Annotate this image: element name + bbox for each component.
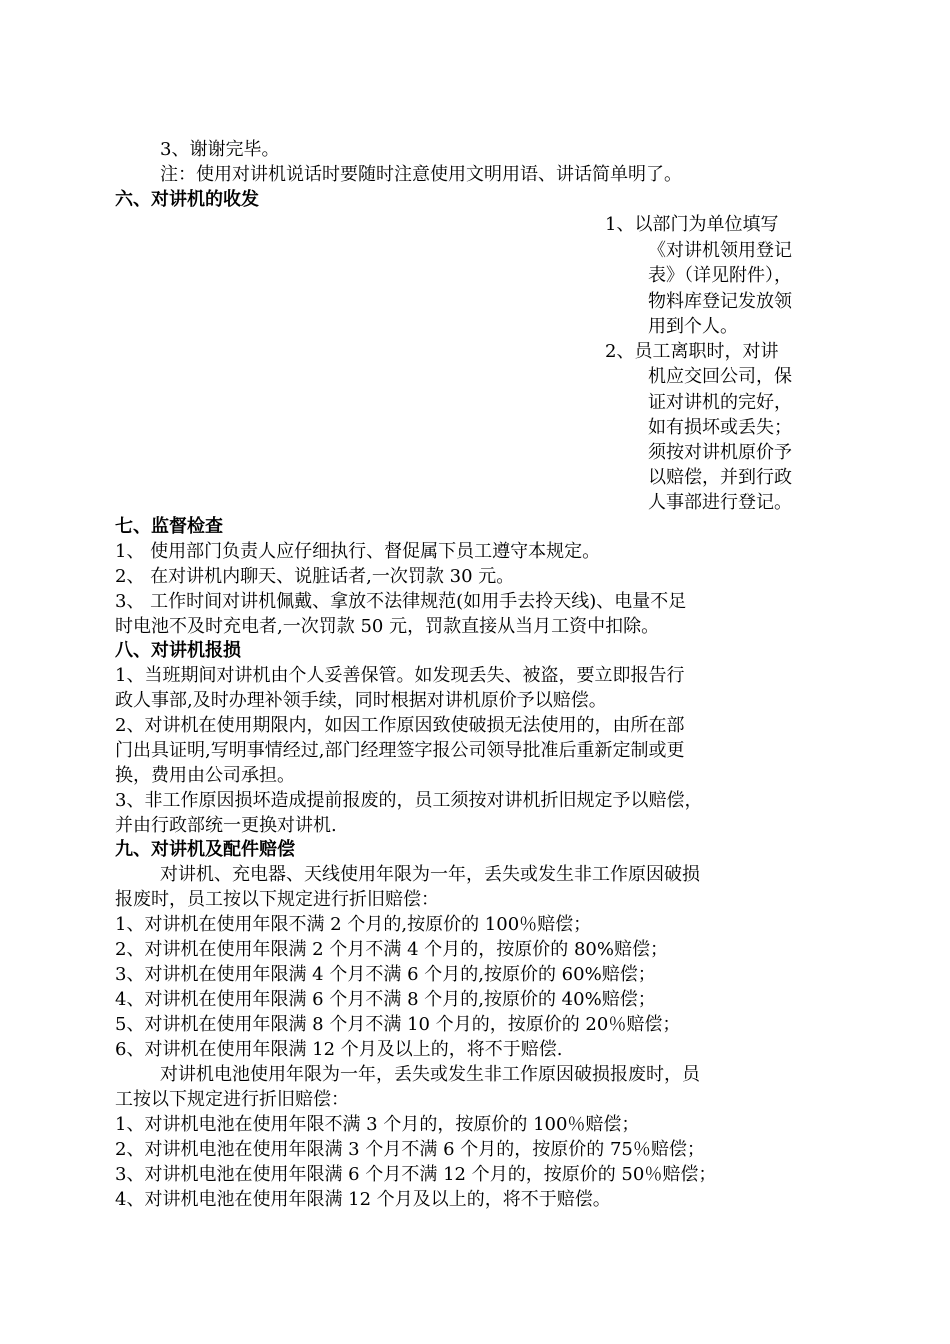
sec6-item2-line2: 机应交回公司，保 — [648, 366, 792, 387]
sec8-line5: 换，费用由公司承担。 — [115, 765, 295, 786]
sec9-list1-item6: 6、对讲机在使用年限满 12 个月及以上的，将不于赔偿. — [115, 1039, 563, 1060]
sec8-line2: 政人事部,及时办理补领手续，同时根据对讲机原价予以赔偿。 — [115, 690, 607, 711]
section-6-heading: 六、对讲机的收发 — [115, 189, 259, 210]
sec6-item1-line2: 《对讲机领用登记 — [648, 240, 792, 261]
sec9-para1-line2: 报废时，员工按以下规定进行折旧赔偿： — [115, 889, 439, 910]
sec9-list1-item5: 5、对讲机在使用年限满 8 个月不满 10 个月的，按原价的 20％赔偿； — [115, 1014, 681, 1035]
intro-item-3: 3、谢谢完毕。 — [160, 139, 280, 160]
sec6-item2-line7: 人事部进行登记。 — [648, 492, 792, 513]
sec7-line3: 3、 工作时间对讲机佩戴、拿放不法律规范(如用手去拎天线)、电量不足 — [115, 591, 687, 612]
sec6-item2-line5: 须按对讲机原价予 — [648, 442, 792, 463]
sec8-line6: 3、非工作原因损坏造成提前报废的，员工须按对讲机折旧规定予以赔偿， — [115, 790, 703, 811]
sec9-para2-line2: 工按以下规定进行折旧赔偿： — [115, 1089, 349, 1110]
sec9-list2-item1: 1、对讲机电池在使用年限不满 3 个月的，按原价的 100％赔偿； — [115, 1114, 640, 1135]
sec8-line4: 门出具证明,写明事情经过,部门经理签字报公司领导批准后重新定制或更 — [115, 740, 685, 761]
section-7-heading: 七、监督检查 — [115, 516, 223, 537]
sec7-line4: 时电池不及时充电者,一次罚款 50 元，罚款直接从当月工资中扣除。 — [115, 616, 660, 637]
sec7-line1: 1、 使用部门负责人应仔细执行、督促属下员工遵守本规定。 — [115, 541, 601, 562]
sec9-para1-line1: 对讲机、充电器、天线使用年限为一年，丢失或发生非工作原因破损 — [160, 864, 700, 885]
sec9-list2-item2: 2、对讲机电池在使用年限满 3 个月不满 6 个月的，按原价的 75％赔偿； — [115, 1139, 705, 1160]
sec6-item2-line3: 证对讲机的完好， — [648, 392, 792, 413]
sec7-line2: 2、 在对讲机内聊天、说脏话者,一次罚款 30 元。 — [115, 566, 515, 587]
intro-note: 注：使用对讲机说话时要随时注意使用文明用语、讲话简单明了。 — [160, 164, 682, 185]
sec9-list2-item4: 4、对讲机电池在使用年限满 12 个月及以上的，将不于赔偿。 — [115, 1189, 611, 1210]
sec6-item1-line3: 表》（详见附件）， — [648, 265, 792, 286]
sec9-list1-item2: 2、对讲机在使用年限满 2 个月不满 4 个月的，按原价的 80%赔偿； — [115, 939, 668, 960]
sec6-item1-line5: 用到个人。 — [648, 316, 738, 337]
sec6-item2-line1: 2、员工离职时，对讲 — [605, 341, 779, 362]
section-8-heading: 八、对讲机报损 — [115, 640, 241, 661]
section-9-heading: 九、对讲机及配件赔偿 — [115, 839, 295, 860]
sec8-line1: 1、当班期间对讲机由个人妥善保管。如发现丢失、被盗，要立即报告行 — [115, 665, 685, 686]
sec6-item2-line6: 以赔偿，并到行政 — [648, 467, 792, 488]
sec9-list1-item3: 3、对讲机在使用年限满 4 个月不满 6 个月的,按原价的 60%赔偿； — [115, 964, 656, 985]
sec6-item2-line4: 如有损坏或丢失； — [648, 417, 792, 438]
sec9-list1-item1: 1、对讲机在使用年限不满 2 个月的,按原价的 100％赔偿； — [115, 914, 592, 935]
sec6-item1-line4: 物料库登记发放领 — [648, 291, 792, 312]
sec9-list1-item4: 4、对讲机在使用年限满 6 个月不满 8 个月的,按原价的 40%赔偿； — [115, 989, 656, 1010]
sec6-item1-line1: 1、以部门为单位填写 — [605, 214, 779, 235]
sec8-line7: 并由行政部统一更换对讲机. — [115, 815, 337, 836]
sec9-para2-line1: 对讲机电池使用年限为一年，丢失或发生非工作原因破损报废时，员 — [160, 1064, 700, 1085]
sec9-list2-item3: 3、对讲机电池在使用年限满 6 个月不满 12 个月的，按原价的 50％赔偿； — [115, 1164, 717, 1185]
sec8-line3: 2、对讲机在使用期限内，如因工作原因致使破损无法使用的，由所在部 — [115, 715, 685, 736]
